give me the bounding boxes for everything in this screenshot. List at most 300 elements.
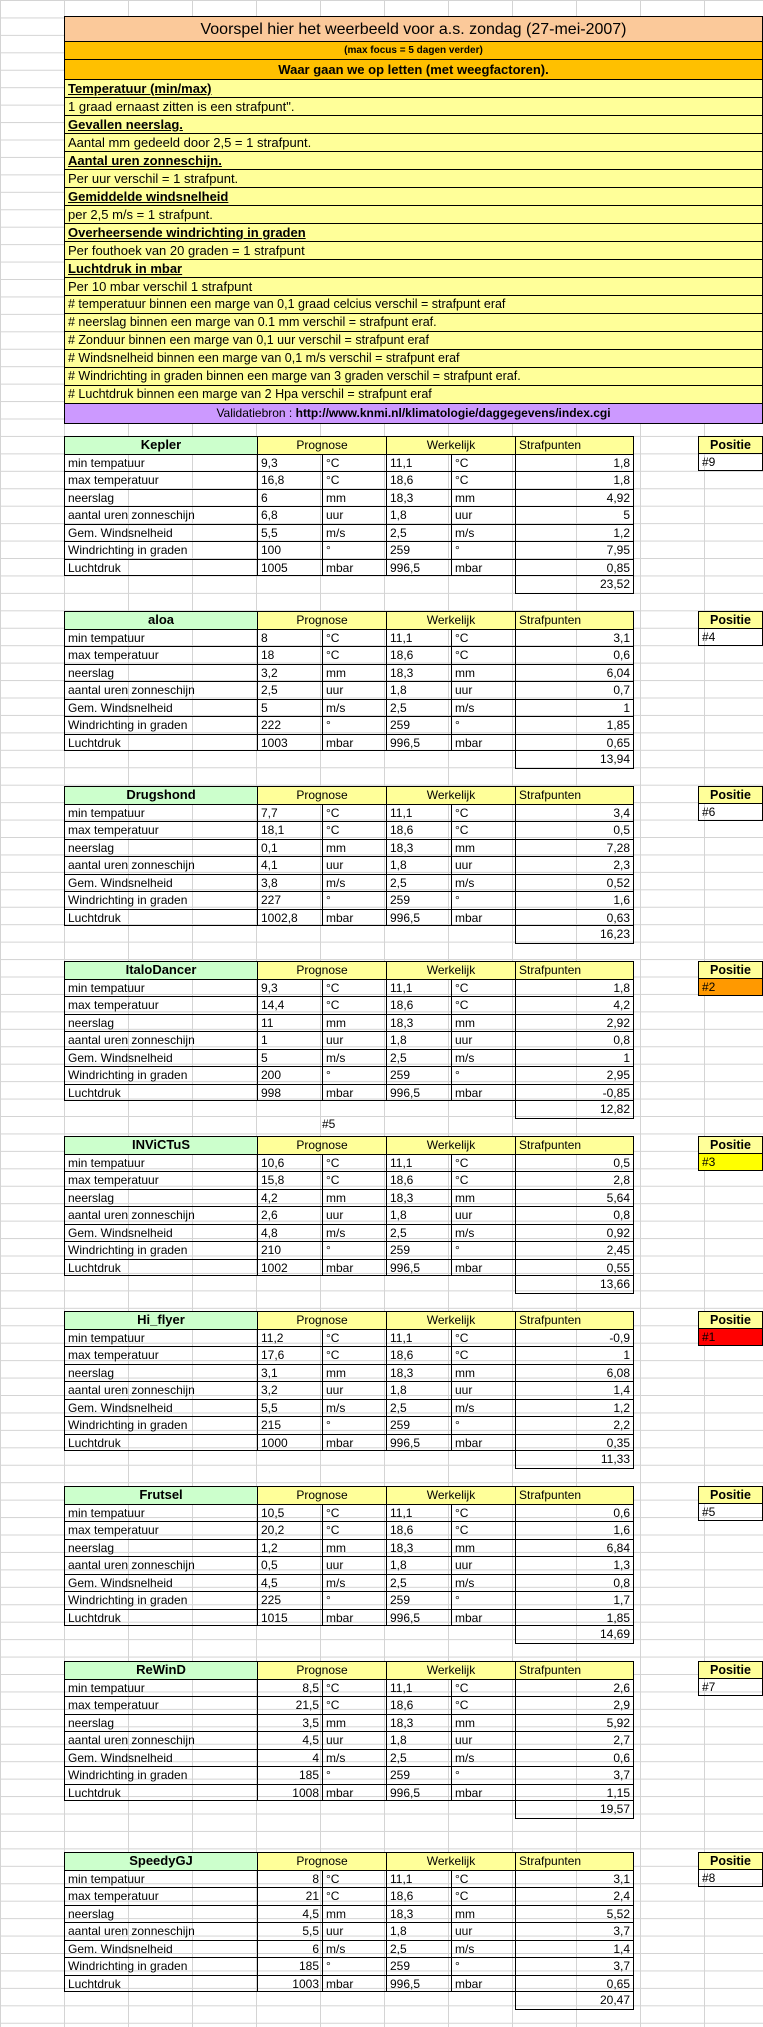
prognose-value[interactable]: 21,5 [257,1696,322,1714]
strafpunten-value: 1 [515,1346,634,1364]
werkelijk-unit: °C [451,1521,515,1539]
table-row [64,1154,634,1172]
werkelijk-value: 996,5 [386,1434,451,1452]
strafpunten-value: 3,7 [515,1922,634,1940]
strafpunten-header: Strafpunten [515,611,634,629]
werkelijk-unit: mm [451,1714,515,1732]
strafpunten-header: Strafpunten [515,1661,634,1679]
werkelijk-unit: °C [451,1887,515,1905]
werkelijk-unit: uur [451,1556,515,1574]
prognose-value[interactable]: 1003 [257,1975,322,1993]
table-row [64,856,634,874]
prognose-value[interactable]: 5,5 [257,1399,322,1417]
strafpunten-value: 0,65 [515,1975,634,1993]
prognose-value[interactable]: 14,4 [257,996,322,1014]
werkelijk-unit: uur [451,856,515,874]
position-box [698,436,763,471]
werkelijk-unit: m/s [451,1574,515,1592]
strafpunten-value: 0,8 [515,1031,634,1049]
position-box [698,786,763,821]
strafpunten-value: 1,4 [515,1940,634,1958]
prognose-value[interactable]: 8,5 [257,1679,322,1697]
werkelijk-value: 18,3 [386,1905,451,1923]
strafpunten-value: 0,5 [515,821,634,839]
werkelijk-unit: uur [451,1381,515,1399]
participant-name: ItaloDancer [64,961,257,979]
prognose-value[interactable]: 4,5 [257,1731,322,1749]
werkelijk-value: 11,1 [386,804,451,822]
werkelijk-value: 18,3 [386,489,451,507]
row-label: Luchtdruk [64,1259,257,1277]
rule-text: Per 10 mbar verschil 1 strafpunt [64,278,763,296]
prognose-unit: uur [322,1922,386,1940]
prognose-unit: uur [322,1031,386,1049]
werkelijk-value: 11,1 [386,1329,451,1347]
prognose-unit: mm [322,1539,386,1557]
prognose-unit: mbar [322,734,386,752]
prognose-value[interactable]: 6,8 [257,506,322,524]
bullet-item: # Luchtdruk binnen een marge van 2 Hpa verschil = strafpunt eraf [64,386,763,404]
strafpunten-value: -0,85 [515,1084,634,1102]
row-label: min tempatuur [64,804,257,822]
table-row [64,1591,634,1609]
prognose-value[interactable]: 1008 [257,1784,322,1802]
row-label: Windrichting in graden [64,1766,257,1784]
prognose-unit: uur [322,681,386,699]
strafpunten-value: 0,35 [515,1434,634,1452]
prognose-unit: m/s [322,1749,386,1767]
position-value: #7 [698,1679,763,1697]
werkelijk-unit: uur [451,1206,515,1224]
table-row [64,874,634,892]
werkelijk-value: 1,8 [386,1206,451,1224]
werkelijk-value: 18,6 [386,1696,451,1714]
prognose-value[interactable]: 1002 [257,1259,322,1277]
strafpunten-value: 2,3 [515,856,634,874]
werkelijk-unit: mbar [451,1434,515,1452]
prognose-value[interactable]: 21 [257,1887,322,1905]
table-row [64,821,634,839]
prognose-value[interactable]: 215 [257,1416,322,1434]
prognose-value[interactable]: 3,2 [257,664,322,682]
row-label: Luchtdruk [64,1084,257,1102]
werkelijk-value: 1,8 [386,856,451,874]
prognose-value[interactable]: 5,5 [257,524,322,542]
position-header: Positie [698,611,763,629]
rule-heading: Gemiddelde windsnelheid [64,188,763,206]
prognose-value[interactable]: 10,5 [257,1504,322,1522]
prognose-value[interactable]: 185 [257,1766,322,1784]
werkelijk-unit: °C [451,471,515,489]
strafpunten-value: 1,15 [515,1784,634,1802]
prognose-unit: °C [322,1504,386,1522]
prognose-value[interactable]: 3,8 [257,874,322,892]
werkelijk-unit: mbar [451,1784,515,1802]
prognose-value[interactable]: 0,5 [257,1556,322,1574]
werkelijk-value: 996,5 [386,734,451,752]
werkelijk-unit: ° [451,1241,515,1259]
prognose-value[interactable]: 15,8 [257,1171,322,1189]
table-row [64,1416,634,1434]
prognose-value[interactable]: 4,1 [257,856,322,874]
row-label: Luchtdruk [64,559,257,577]
table-row [64,1329,634,1347]
rules-list [64,80,763,296]
prognose-unit: °C [322,1346,386,1364]
prognose-value[interactable]: 4,2 [257,1189,322,1207]
table-row [64,1784,634,1802]
werkelijk-unit: mm [451,1905,515,1923]
prognose-value[interactable]: 6 [257,489,322,507]
werkelijk-value: 18,6 [386,1521,451,1539]
werkelijk-value: 259 [386,1766,451,1784]
werkelijk-value: 11,1 [386,1154,451,1172]
prognose-value[interactable]: 2,6 [257,1206,322,1224]
table-row [64,1381,634,1399]
strafpunten-header: Strafpunten [515,1486,634,1504]
row-label: Luchtdruk [64,1434,257,1452]
prognose-value[interactable]: 8 [257,629,322,647]
werkelijk-unit: mm [451,489,515,507]
table-row [64,1049,634,1067]
werkelijk-unit: m/s [451,1399,515,1417]
position-value: #8 [698,1870,763,1888]
werkelijk-value: 259 [386,541,451,559]
strafpunten-value: 0,7 [515,681,634,699]
prognose-value[interactable]: 9,3 [257,454,322,472]
prognose-unit: m/s [322,1574,386,1592]
validation-source [64,404,763,424]
position-value: #1 [698,1329,763,1347]
werkelijk-value: 996,5 [386,559,451,577]
row-label: Luchtdruk [64,1609,257,1627]
strafpunten-value: 1,2 [515,1399,634,1417]
prognose-value[interactable]: 8 [257,1870,322,1888]
werkelijk-value: 2,5 [386,1749,451,1767]
strafpunten-value: 0,8 [515,1574,634,1592]
werkelijk-unit: ° [451,1766,515,1784]
table-row [64,734,634,752]
table-row [64,1171,634,1189]
werkelijk-header: Werkelijk [386,1136,515,1154]
prognose-value[interactable]: 5 [257,699,322,717]
participant-name: ReWinD [64,1661,257,1679]
prognose-value[interactable]: 100 [257,541,322,559]
prognose-unit: °C [322,1870,386,1888]
participant-table [64,436,634,594]
werkelijk-unit: ° [451,1066,515,1084]
rule-heading: Overheersende windrichting in graden [64,224,763,242]
table-row [64,1749,634,1767]
prognose-unit: mm [322,664,386,682]
werkelijk-value: 2,5 [386,1399,451,1417]
participant-table [64,1661,634,1819]
werkelijk-value: 2,5 [386,874,451,892]
werkelijk-value: 11,1 [386,454,451,472]
prognose-unit: m/s [322,1399,386,1417]
table-row [64,1975,634,1993]
table-row [64,1031,634,1049]
table-row [64,1957,634,1975]
prognose-unit: mbar [322,1784,386,1802]
werkelijk-unit: ° [451,1416,515,1434]
werkelijk-value: 1,8 [386,681,451,699]
werkelijk-unit: °C [451,1504,515,1522]
prognose-unit: ° [322,1766,386,1784]
table-row [64,1731,634,1749]
prognose-value[interactable]: 185 [257,1957,322,1975]
strafpunten-value: 5 [515,506,634,524]
strafpunten-value: 1,8 [515,454,634,472]
prognose-value[interactable]: 4,8 [257,1224,322,1242]
validation-label: Validatiebron : [216,406,296,420]
prognose-unit: ° [322,1241,386,1259]
prognose-value[interactable]: 17,6 [257,1346,322,1364]
total-score: 13,94 [515,751,634,769]
werkelijk-unit: m/s [451,1940,515,1958]
prognose-unit: mm [322,1189,386,1207]
prognose-value[interactable]: 200 [257,1066,322,1084]
werkelijk-unit: uur [451,681,515,699]
strafpunten-value: 1,6 [515,891,634,909]
table-header-row [64,436,634,454]
row-label: max temperatuur [64,471,257,489]
prognose-value[interactable]: 3,2 [257,1381,322,1399]
header-block [64,16,763,424]
strafpunten-value: 5,52 [515,1905,634,1923]
prognose-value[interactable]: 3,5 [257,1714,322,1732]
prognose-value[interactable]: 6 [257,1940,322,1958]
prognose-value[interactable]: 1002,8 [257,909,322,927]
prognose-value[interactable]: 1015 [257,1609,322,1627]
position-value: #4 [698,629,763,647]
prognose-value[interactable]: 3,1 [257,1364,322,1382]
row-label: Luchtdruk [64,1784,257,1802]
werkelijk-header: Werkelijk [386,1661,515,1679]
prognose-value[interactable]: 7,7 [257,804,322,822]
position-box [698,1136,763,1171]
table-row [64,1609,634,1627]
row-label: min tempatuur [64,1504,257,1522]
werkelijk-unit: °C [451,1171,515,1189]
werkelijk-value: 996,5 [386,1975,451,1993]
prognose-value[interactable]: 0,1 [257,839,322,857]
prognose-value[interactable]: 1,2 [257,1539,322,1557]
total-score: 23,52 [515,576,634,594]
prognose-unit: °C [322,629,386,647]
prognose-unit: uur [322,506,386,524]
total-score: 16,23 [515,926,634,944]
prognose-value[interactable]: 222 [257,716,322,734]
row-label: max temperatuur [64,646,257,664]
prognose-value[interactable]: 11,2 [257,1329,322,1347]
table-row [64,1766,634,1784]
prognose-value[interactable]: 5,5 [257,1922,322,1940]
werkelijk-header: Werkelijk [386,611,515,629]
prognose-unit: mm [322,839,386,857]
row-label: aantal uren zonneschijn [64,1206,257,1224]
position-header: Positie [698,1661,763,1679]
prognose-value[interactable]: 1 [257,1031,322,1049]
werkelijk-value: 996,5 [386,1784,451,1802]
row-label: aantal uren zonneschijn [64,1731,257,1749]
werkelijk-unit: mbar [451,734,515,752]
werkelijk-unit: °C [451,996,515,1014]
row-label: min tempatuur [64,1870,257,1888]
row-label: min tempatuur [64,454,257,472]
werkelijk-unit: °C [451,646,515,664]
werkelijk-value: 996,5 [386,909,451,927]
werkelijk-header: Werkelijk [386,786,515,804]
werkelijk-unit: mm [451,1539,515,1557]
total-row [64,1101,634,1119]
werkelijk-unit: mbar [451,1975,515,1993]
werkelijk-value: 259 [386,891,451,909]
strafpunten-value: 1,8 [515,471,634,489]
participant-name: Drugshond [64,786,257,804]
table-row [64,1504,634,1522]
prognose-value[interactable]: 10,6 [257,1154,322,1172]
strafpunten-value: 2,95 [515,1066,634,1084]
strafpunten-value: 7,95 [515,541,634,559]
row-label: Windrichting in graden [64,891,257,909]
werkelijk-value: 18,3 [386,664,451,682]
prognose-value[interactable]: 2,5 [257,681,322,699]
row-label: Gem. Windsnelheid [64,1940,257,1958]
participant-table [64,611,634,769]
position-header: Positie [698,1136,763,1154]
participant-name: Hi_flyer [64,1311,257,1329]
row-label: max temperatuur [64,1521,257,1539]
position-box [698,1852,763,1887]
row-label: aantal uren zonneschijn [64,681,257,699]
participant-table [64,786,634,944]
prognose-value[interactable]: 1003 [257,734,322,752]
row-label: aantal uren zonneschijn [64,1031,257,1049]
rule-text: Per uur verschil = 1 strafpunt. [64,170,763,188]
table-row [64,1189,634,1207]
table-header-row [64,1311,634,1329]
rule-text: 1 graad ernaast zitten is een strafpunt". [64,98,763,116]
prognose-value[interactable]: 210 [257,1241,322,1259]
bullet-item: # neerslag binnen een marge van 0.1 mm verschil = strafpunt eraf. [64,314,763,332]
prognose-unit: m/s [322,1940,386,1958]
prognose-value[interactable]: 1000 [257,1434,322,1452]
row-label: neerslag [64,1539,257,1557]
participant-name: aloa [64,611,257,629]
table-row [64,489,634,507]
werkelijk-header: Werkelijk [386,1852,515,1870]
werkelijk-unit: ° [451,1591,515,1609]
strafpunten-value: 0,52 [515,874,634,892]
werkelijk-value: 1,8 [386,506,451,524]
prognose-unit: ° [322,1957,386,1975]
participant-name: INViCTuS [64,1136,257,1154]
table-row [64,646,634,664]
prognose-value[interactable]: 9,3 [257,979,322,997]
prognose-value[interactable]: 20,2 [257,1521,322,1539]
prognose-unit: mm [322,1714,386,1732]
prognose-value[interactable]: 11 [257,1014,322,1032]
strafpunten-value: 0,5 [515,1154,634,1172]
row-label: aantal uren zonneschijn [64,1922,257,1940]
row-label: aantal uren zonneschijn [64,1556,257,1574]
table-row [64,716,634,734]
prognose-unit: m/s [322,699,386,717]
prognose-value[interactable]: 16,8 [257,471,322,489]
werkelijk-unit: °C [451,1154,515,1172]
row-label: Gem. Windsnelheid [64,1749,257,1767]
prognose-unit: °C [322,804,386,822]
werkelijk-value: 1,8 [386,1731,451,1749]
werkelijk-unit: m/s [451,1749,515,1767]
note-5: #5 [322,1117,336,1131]
prognose-value[interactable]: 1005 [257,559,322,577]
table-row [64,524,634,542]
prognose-unit: mbar [322,1434,386,1452]
table-row [64,1224,634,1242]
row-label: max temperatuur [64,1696,257,1714]
row-label: aantal uren zonneschijn [64,1381,257,1399]
rule-heading: Gevallen neerslag. [64,116,763,134]
table-row [64,681,634,699]
table-row [64,664,634,682]
bullet-item: # Zonduur binnen een marge van 0,1 uur verschil = strafpunt eraf [64,332,763,350]
strafpunten-value: 2,4 [515,1887,634,1905]
row-label: max temperatuur [64,821,257,839]
werkelijk-value: 18,3 [386,1189,451,1207]
prognose-value[interactable]: 4,5 [257,1905,322,1923]
strafpunten-value: 1,85 [515,1609,634,1627]
prognose-value[interactable]: 4 [257,1749,322,1767]
prognose-unit: °C [322,979,386,997]
werkelijk-value: 11,1 [386,1679,451,1697]
werkelijk-value: 2,5 [386,1049,451,1067]
prognose-value[interactable]: 225 [257,1591,322,1609]
prognose-value[interactable]: 998 [257,1084,322,1102]
validation-link[interactable]: http://www.knmi.nl/klimatologie/daggegevens/index.cgi [295,406,611,420]
strafpunten-value: 3,1 [515,629,634,647]
prognose-value[interactable]: 5 [257,1049,322,1067]
strafpunten-value: 2,92 [515,1014,634,1032]
werkelijk-value: 996,5 [386,1609,451,1627]
participant-table [64,1486,634,1644]
werkelijk-value: 1,8 [386,1556,451,1574]
prognose-unit: °C [322,1154,386,1172]
werkelijk-value: 259 [386,1957,451,1975]
prognose-value[interactable]: 4,5 [257,1574,322,1592]
prognose-value[interactable]: 227 [257,891,322,909]
table-row [64,979,634,997]
table-row [64,471,634,489]
row-label: Gem. Windsnelheid [64,1399,257,1417]
row-label: Windrichting in graden [64,1591,257,1609]
strafpunten-value: 6,84 [515,1539,634,1557]
prognose-header: Prognose [257,1311,386,1329]
strafpunten-value: 0,92 [515,1224,634,1242]
table-row [64,1259,634,1277]
werkelijk-unit: °C [451,821,515,839]
werkelijk-unit: ° [451,541,515,559]
table-row [64,1679,634,1697]
row-label: Windrichting in graden [64,541,257,559]
werkelijk-value: 259 [386,1591,451,1609]
prognose-value[interactable]: 18 [257,646,322,664]
table-row [64,1521,634,1539]
row-label: Windrichting in graden [64,716,257,734]
row-label: Gem. Windsnelheid [64,524,257,542]
prognose-value[interactable]: 18,1 [257,821,322,839]
